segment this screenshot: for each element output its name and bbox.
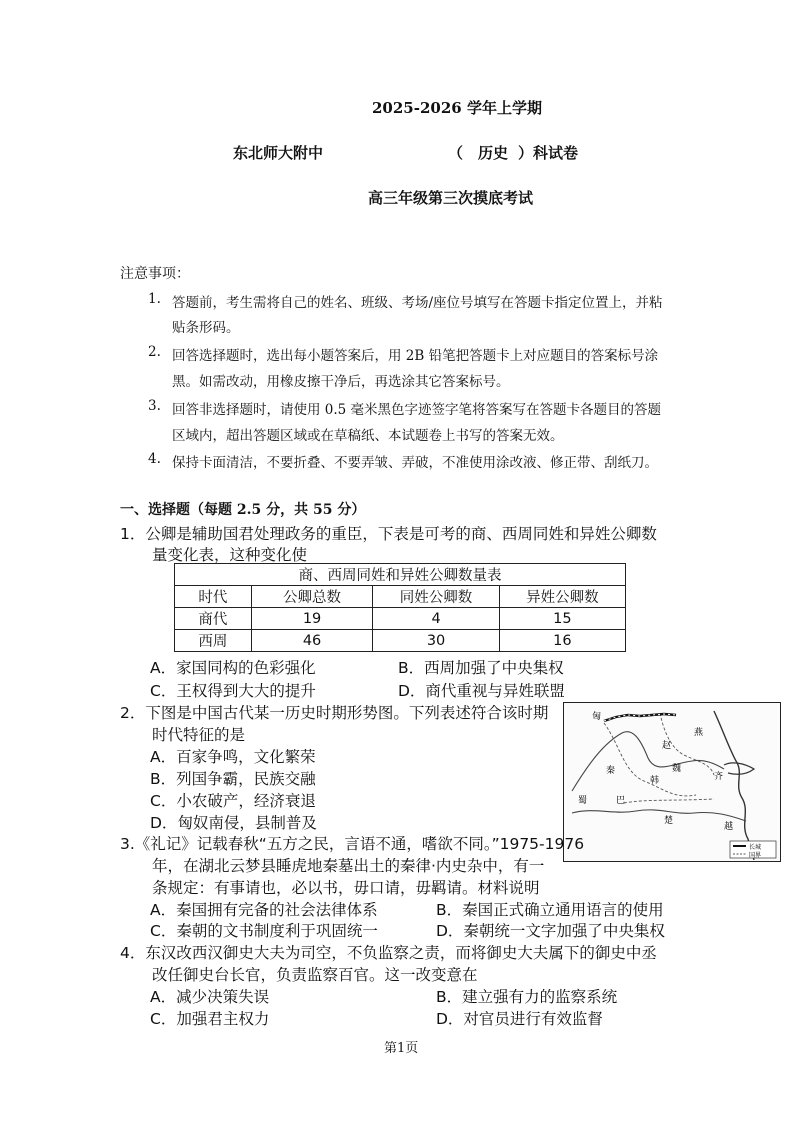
map-label: 燕 (694, 728, 704, 738)
legend-label: 长城 (749, 844, 762, 851)
note-line: 黑。如需改动，用橡皮擦干净后，再选涂其它答案标号。 (172, 374, 510, 390)
question-3-stem: 3.《礼记》记载春秋“五方之民，言语不通，嗜欲不同。”1975-1976 (120, 835, 585, 853)
year-term: 2025-2026 学年上学期 (372, 99, 542, 117)
question-3-stem: 条规定：有事请也，必以书，毋口请，毋羁请。材料说明 (152, 879, 540, 897)
note-line: 答题前，考生需将自己的姓名、班级、考场/座位号填写在答题卡指定位置上，并粘 (172, 295, 663, 311)
map-label: 韩 (650, 776, 660, 786)
note-line: 回答非选择题时，请使用 0.5 毫米黑色字迹签字笔将答案写在答题卡各题目的答题 (172, 402, 662, 418)
legend-label: 国界 (749, 852, 762, 859)
option-b: B．西周加强了中央集权 (398, 659, 564, 677)
question-4-stem: 4．东汉改西汉御史大夫为司空，不负监察之责，而将御史大夫属下的御史中丞 (120, 944, 657, 962)
notes-title: 注意事项： (120, 266, 190, 282)
column-header: 异姓公卿数 (499, 586, 625, 608)
column-header: 公卿总数 (251, 586, 373, 608)
table-header-row (175, 586, 626, 608)
page-number: 第1页 (384, 1041, 419, 1056)
subject-name: 历史 (478, 144, 509, 162)
column-header: 同姓公卿数 (373, 586, 499, 608)
table-cell: 19 (251, 608, 373, 630)
note-number: 3. (148, 398, 161, 414)
table-cell: 西周 (175, 630, 252, 652)
yangtze-river (572, 810, 746, 821)
subject-suffix: ）科试卷 (518, 144, 579, 162)
option-c: C．加强君主权力 (150, 1010, 270, 1028)
map-label: 齐 (714, 772, 724, 782)
map-label: 楚 (664, 816, 674, 826)
table-cell: 46 (251, 630, 373, 652)
column-header: 时代 (175, 586, 252, 608)
exam-title: 高三年级第三次摸底考试 (368, 189, 534, 207)
option-d: D．商代重视与异姓联盟 (398, 682, 565, 700)
question-1-stem: 1．公卿是辅助国君处理政务的重臣，下表是可考的商、西周同姓和异姓公卿数 (120, 525, 657, 543)
map-label: 魏 (672, 764, 682, 774)
note-number: 1. (148, 291, 161, 307)
option-b: B．建立强有力的监察系统 (436, 988, 618, 1006)
map-label: 秦 (606, 766, 616, 776)
table-cell: 30 (373, 630, 499, 652)
note-line: 回答选择题时，选出每小题答案后，用 2B 铅笔把答题卡上对应题目的答案标号涂 (172, 348, 659, 364)
option-a: A．秦国拥有完备的社会法律体系 (150, 901, 378, 919)
note-number: 4. (148, 451, 161, 467)
option-c: C．小农破产，经济衰退 (150, 792, 316, 810)
map-drawing (564, 703, 779, 860)
historical-map (563, 702, 781, 862)
option-d: D．秦朝统一文字加强了中央集权 (436, 922, 665, 940)
question-1-stem: 量变化表，这种变化使 (152, 546, 308, 564)
note-line: 保持卡面清洁，不要折叠、不要弄皱、弄破，不准使用涂改液、修正带、刮纸刀。 (172, 455, 658, 471)
data-table (174, 563, 626, 652)
note-number: 2. (148, 344, 161, 360)
option-b: B．列国争霸，民族交融 (150, 770, 316, 788)
question-3-stem: 年，在湖北云梦县睡虎地秦墓出土的秦律·内史杂中，有一 (152, 857, 545, 875)
option-c: C．王权得到大大的提升 (150, 682, 316, 700)
note-line: 贴条形码。 (172, 320, 240, 336)
question-4-stem: 改任御史台长官，负责监察百官。这一改变意在 (152, 966, 478, 984)
map-label: 赵 (662, 741, 672, 751)
table-title-row (175, 564, 626, 586)
section-title: 一、选择题（每题 2.5 分，共 55 分） (120, 502, 366, 518)
subject-prefix: （ (448, 144, 464, 162)
option-d: D．匈奴南侵，县制普及 (150, 814, 317, 832)
question-2-stem: 时代特征的是 (152, 726, 246, 744)
option-d: D．对官员进行有效监督 (436, 1010, 603, 1028)
state-borders (604, 713, 714, 803)
map-label: 越 (724, 822, 734, 832)
map-label: 蜀 (578, 796, 588, 806)
note-line: 区域内，超出答题区域或在草稿纸、本试题卷上书写的答案无效。 (172, 428, 564, 444)
table-title: 商、西周同姓和异姓公卿数量表 (175, 564, 626, 586)
school-name: 东北师大附中 (233, 144, 324, 162)
map-label: 巴 (616, 796, 626, 806)
table-cell: 15 (499, 608, 625, 630)
option-a: A．减少决策失误 (150, 988, 270, 1006)
table-cell: 16 (499, 630, 625, 652)
yellow-river (572, 732, 724, 791)
option-b: B．秦国正式确立通用语言的使用 (436, 901, 664, 919)
question-2-stem: 2．下图是中国古代某一历史时期形势图。下列表述符合该时期 (120, 704, 549, 722)
coastline (714, 711, 754, 860)
option-a: A．百家争鸣，文化繁荣 (150, 748, 316, 766)
option-c: C．秦朝的文书制度利于巩固统一 (150, 922, 378, 940)
table-row (175, 630, 626, 652)
table-cell: 4 (373, 608, 499, 630)
table-cell: 商代 (175, 608, 252, 630)
map-label: 匈 (592, 712, 602, 722)
option-a: A．家国同构的色彩强化 (150, 659, 316, 677)
table-row (175, 608, 626, 630)
